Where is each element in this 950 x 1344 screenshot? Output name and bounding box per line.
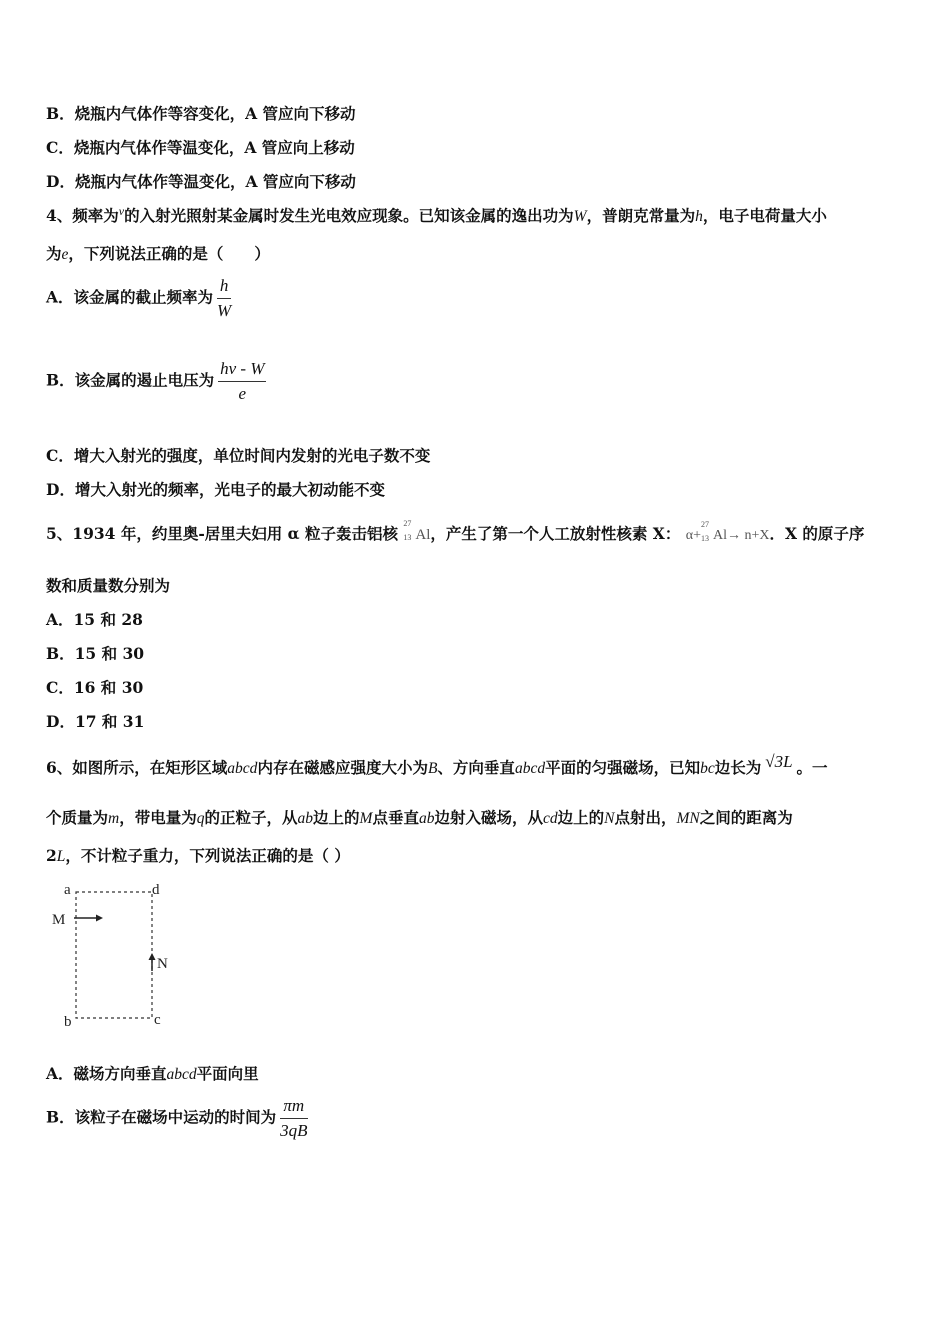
magnetic-field-diagram bbox=[46, 876, 186, 1034]
fraction-h-over-w: $\frac{h}{W}$ bbox=[217, 276, 232, 320]
q6-option-a: A．磁场方向垂直abcd平面向里 bbox=[46, 1064, 259, 1083]
fraction-time: $\frac{\pi m}{3qB}$ bbox=[280, 1096, 308, 1140]
q5-option-d: D．17 和 31 bbox=[46, 712, 145, 731]
q3-option-c: C．烧瓶内气体作等温变化，A 管应向上移动 bbox=[46, 138, 355, 157]
corner-label-c: c bbox=[154, 1012, 161, 1028]
q5-option-c: C．16 和 30 bbox=[46, 678, 144, 697]
q4-option-b: B．该金属的遏止电压为 $\frac{h\nu - W}{e}$ bbox=[46, 359, 265, 403]
q5-stem-line1: 5、1934 年，约里奥-居里夫妇用 α 粒子轰击铝核 27 13 Al，产生了第一个人工放射性核素 X： α+ 27 13 Al→ n+X．X 的原子序 bbox=[46, 519, 865, 543]
corner-label-a: a bbox=[64, 882, 71, 898]
nuclear-reaction: α+ 27 13 Al→ n+X bbox=[685, 520, 770, 543]
q3-option-d: D．烧瓶内气体作等温变化，A 管应向下移动 bbox=[46, 172, 356, 191]
q6-stem-line1: 6、如图所示，在矩形区域abcd内存在磁感应强度大小为B、方向垂直abcd平面的匀强磁场，已知bc边长为 √3L 。一 bbox=[46, 752, 828, 777]
q4-stem-line2: 为e，下列说法正确的是（ ） bbox=[46, 244, 270, 263]
fraction-stopping-voltage: $\frac{h\nu - W}{e}$ bbox=[220, 359, 265, 403]
q4-option-a: A．该金属的截止频率为 $\frac{h}{W}$ bbox=[46, 276, 232, 320]
q6-stem-line3: 2L，不计粒子重力，下列说法正确的是（ ） bbox=[46, 846, 350, 865]
q5-option-b: B．15 和 30 bbox=[46, 644, 145, 663]
q4-option-c: C．增大入射光的强度，单位时间内发射的光电子数不变 bbox=[46, 446, 431, 465]
corner-label-b: b bbox=[64, 1014, 72, 1030]
q3-option-b: B．烧瓶内气体作等容变化，A 管应向下移动 bbox=[46, 104, 356, 123]
aluminum-nucleus: 27 13 Al bbox=[403, 519, 431, 543]
sqrt3-length: √3L bbox=[765, 752, 793, 771]
q5-stem-line2: 数和质量数分别为 bbox=[46, 576, 171, 595]
q6-option-b: B．该粒子在磁场中运动的时间为 $\frac{\pi m}{3qB}$ bbox=[46, 1096, 308, 1140]
field-region bbox=[76, 892, 152, 1018]
entry-arrowhead bbox=[96, 915, 103, 922]
point-label-m: M bbox=[52, 912, 66, 928]
exit-arrowhead bbox=[149, 953, 156, 960]
nu-symbol: ν bbox=[118, 204, 125, 218]
q5-option-a: A．15 和 28 bbox=[46, 610, 143, 629]
point-label-n: N bbox=[157, 956, 168, 972]
q4-option-d: D．增大入射光的频率，光电子的最大初动能不变 bbox=[46, 480, 385, 499]
q6-stem-line2: 个质量为m，带电量为q的正粒子，从ab边上的M点垂直ab边射入磁场，从cd边上的N点射出，MN之间的距离为 bbox=[46, 808, 793, 827]
corner-label-d: d bbox=[152, 882, 160, 898]
q4-stem-line1: 4、频率为$^\nu$的入射光照射某金属时发生光电效应现象。已知该金属的逸出功为W，普朗克常量为h，电子电荷量大小 bbox=[46, 204, 827, 226]
